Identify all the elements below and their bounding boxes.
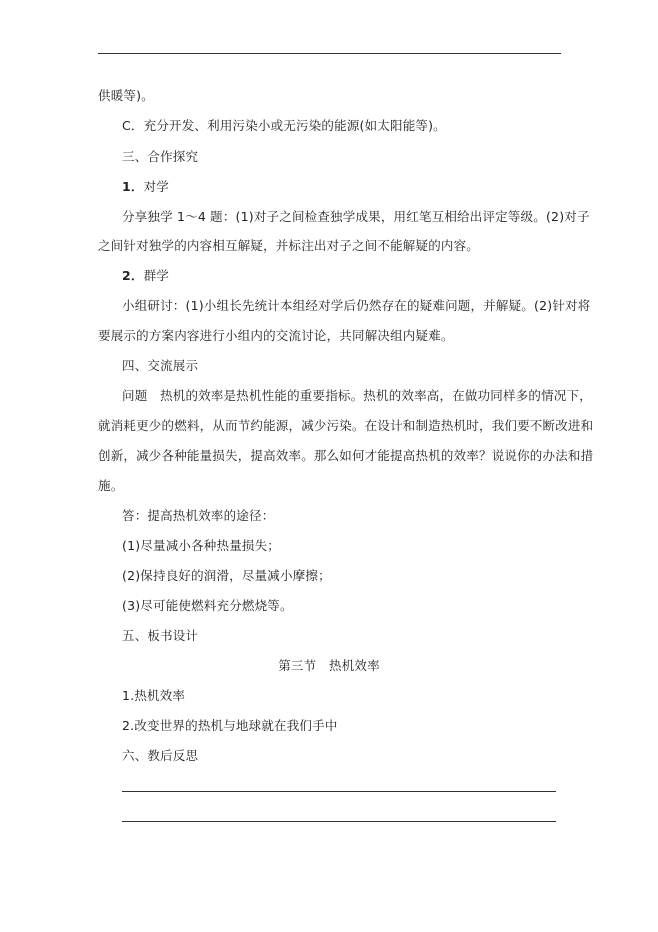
option-c-line: C．充分开发、利用污染小或无污染的能源(如太阳能等)。	[122, 118, 446, 133]
answer-intro: 答：提高热机效率的途径：	[122, 508, 275, 523]
board-item-1: 1.热机效率	[122, 688, 186, 703]
answer-item-3: (3)尽可能使燃料充分燃烧等。	[122, 598, 293, 613]
subsection-1-number: 1．	[122, 179, 144, 194]
paragraph-1-line-1: 分享独学 1～4 题：(1)对子之间检查独学成果，用红笔互相给出评定等级。(2)对子	[122, 209, 590, 224]
section-3-heading: 三、合作探究	[122, 149, 199, 164]
section-5-heading: 五、板书设计	[122, 628, 199, 643]
question-line-1: 问题 热机的效率是热机性能的重要指标。热机的效率高，在做功同样多的情况下，	[122, 388, 592, 403]
subsection-1-heading	[122, 179, 169, 195]
question-line-3: 创新，减少各种能量损失，提高效率。那么如何才能提高热机的效率？说说你的办法和措	[98, 448, 594, 463]
board-title: 第三节 热机效率	[278, 658, 380, 673]
subsection-2-title: 群学	[143, 268, 170, 283]
subsection-2-heading	[122, 268, 169, 284]
subsection-1-title: 对学	[143, 179, 170, 194]
section-6-heading: 六、教后反思	[122, 748, 199, 763]
section-4-heading: 四、交流展示	[122, 358, 199, 373]
text-line-continuation: 供暖等)。	[98, 88, 154, 103]
question-line-2: 就消耗更少的燃料，从而节约能源，减少污染。在设计和制造热机时，我们要不断改进和	[98, 418, 594, 433]
reflection-blank-line-2	[122, 821, 556, 822]
paragraph-2-line-1: 小组研讨：(1)小组长先统计本组经对学后仍然存在的疑难问题，并解疑。(2)针对将	[122, 298, 591, 313]
board-item-2: 2.改变世界的热机与地球就在我们手中	[122, 718, 338, 733]
answer-item-1: (1)尽量减小各种热量损失；	[122, 538, 281, 553]
answer-item-2: (2)保持良好的润滑，尽量减小摩擦；	[122, 568, 331, 583]
reflection-blank-line-1	[122, 791, 556, 792]
question-line-4: 施。	[98, 478, 124, 493]
paragraph-2-line-2: 要展示的方案内容进行小组内的交流讨论，共同解决组内疑难。	[98, 328, 454, 343]
paragraph-1-line-2: 之间针对独学的内容相互解疑，并标注出对子之间不能解疑的内容。	[98, 238, 480, 253]
subsection-2-number: 2．	[122, 268, 144, 283]
header-rule	[98, 53, 561, 54]
